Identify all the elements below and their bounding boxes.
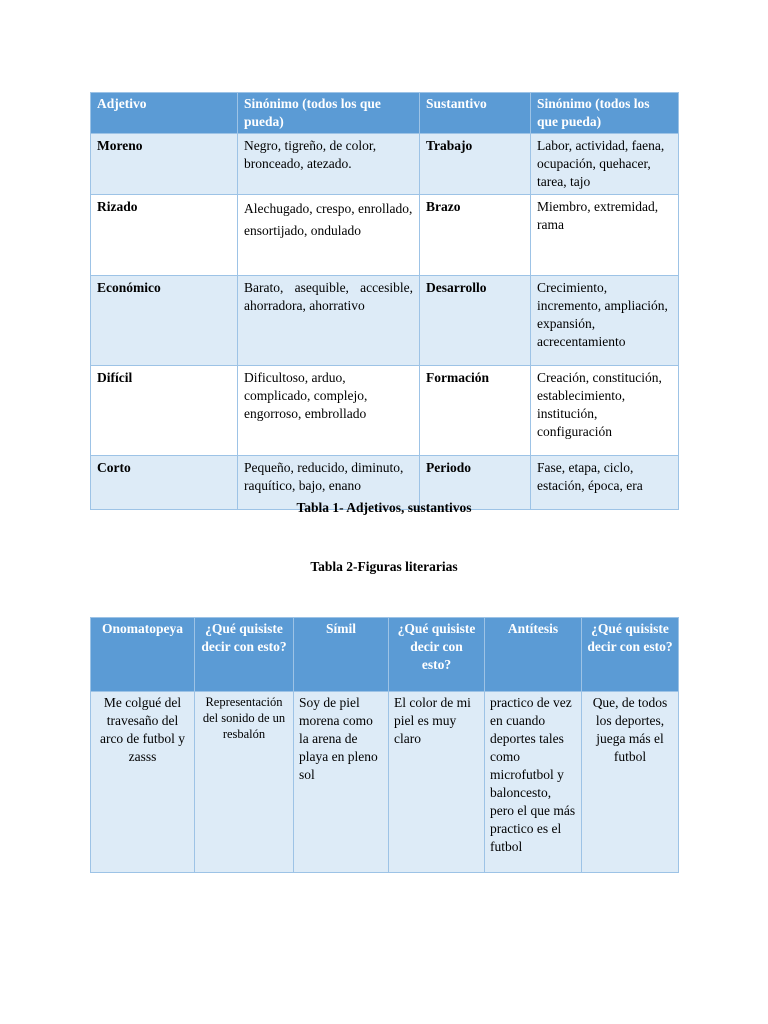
table2-header-cell: Antítesis bbox=[485, 618, 582, 692]
table-row bbox=[91, 195, 679, 276]
synonym-cell: Crecimiento, incremento, ampliación, expansión, acrecentamiento bbox=[531, 276, 679, 366]
table2-header-cell: ¿Qué quisiste decir con esto? bbox=[389, 618, 485, 692]
table2-header-cell: Onomatopeya bbox=[91, 618, 195, 692]
synonym-cell: Pequeño, reducido, diminuto, raquítico, bajo, enano bbox=[238, 456, 420, 510]
table2-header-cell: Símil bbox=[294, 618, 389, 692]
table1-header-cell: Adjetivo bbox=[91, 93, 238, 134]
table1-caption: Tabla 1- Adjetivos, sustantivos bbox=[296, 500, 472, 515]
table1-header-cell: Sinónimo (todos los que pueda) bbox=[238, 93, 420, 134]
noun-cell: Trabajo bbox=[420, 134, 531, 195]
antithesis-cell: practico de vez en cuando deportes tales como microfutbol y baloncesto, pero el que más practico es el futbol bbox=[485, 692, 582, 873]
adjective-cell: Rizado bbox=[91, 195, 238, 276]
synonym-cell: Miembro, extremidad, rama bbox=[531, 195, 679, 276]
meaning-cell: El color de mi piel es muy claro bbox=[389, 692, 485, 873]
adjectives-nouns-table bbox=[90, 92, 679, 510]
adjective-cell: Moreno bbox=[91, 134, 238, 195]
table2-header-row bbox=[91, 618, 679, 692]
table-row bbox=[91, 134, 679, 195]
onomatopoeia-cell: Me colgué del travesaño del arco de futbol y zasss bbox=[91, 692, 195, 873]
table1-header-cell: Sustantivo bbox=[420, 93, 531, 134]
synonym-cell: Barato, asequible, accesible, ahorradora, ahorrativo bbox=[238, 276, 420, 366]
adjective-cell: Difícil bbox=[91, 366, 238, 456]
table2-header-cell: ¿Qué quisiste decir con esto? bbox=[195, 618, 294, 692]
synonym-cell: Fase, etapa, ciclo, estación, época, era bbox=[531, 456, 679, 510]
adjective-cell: Económico bbox=[91, 276, 238, 366]
table1-header-cell: Sinónimo (todos los que pueda) bbox=[531, 93, 679, 134]
noun-cell: Formación bbox=[420, 366, 531, 456]
noun-cell: Desarrollo bbox=[420, 276, 531, 366]
adjective-cell: Corto bbox=[91, 456, 238, 510]
synonym-cell: Dificultoso, arduo, complicado, complejo, engorroso, embrollado bbox=[238, 366, 420, 456]
synonym-cell: Alechugado, crespo, enrollado, ensortijado, ondulado bbox=[238, 195, 420, 276]
simile-cell: Soy de piel morena como la arena de playa en pleno sol bbox=[294, 692, 389, 873]
meaning-cell: Que, de todos los deportes, juega más el futbol bbox=[582, 692, 679, 873]
noun-cell: Periodo bbox=[420, 456, 531, 510]
literary-figures-table bbox=[90, 617, 679, 873]
table-row bbox=[91, 692, 679, 873]
meaning-cell: Representación del sonido de un resbalón bbox=[195, 692, 294, 873]
synonym-cell: Labor, actividad, faena, ocupación, quehacer, tarea, tajo bbox=[531, 134, 679, 195]
synonym-cell: Creación, constitución, establecimiento, institución, configuración bbox=[531, 366, 679, 456]
table2-header-cell: ¿Qué quisiste decir con esto? bbox=[582, 618, 679, 692]
table-row bbox=[91, 276, 679, 366]
synonym-cell: Negro, tigreño, de color, bronceado, atezado. bbox=[238, 134, 420, 195]
table2-title: Tabla 2-Figuras literarias bbox=[310, 559, 458, 574]
noun-cell: Brazo bbox=[420, 195, 531, 276]
table-row bbox=[91, 366, 679, 456]
table1-header-row bbox=[91, 93, 679, 134]
